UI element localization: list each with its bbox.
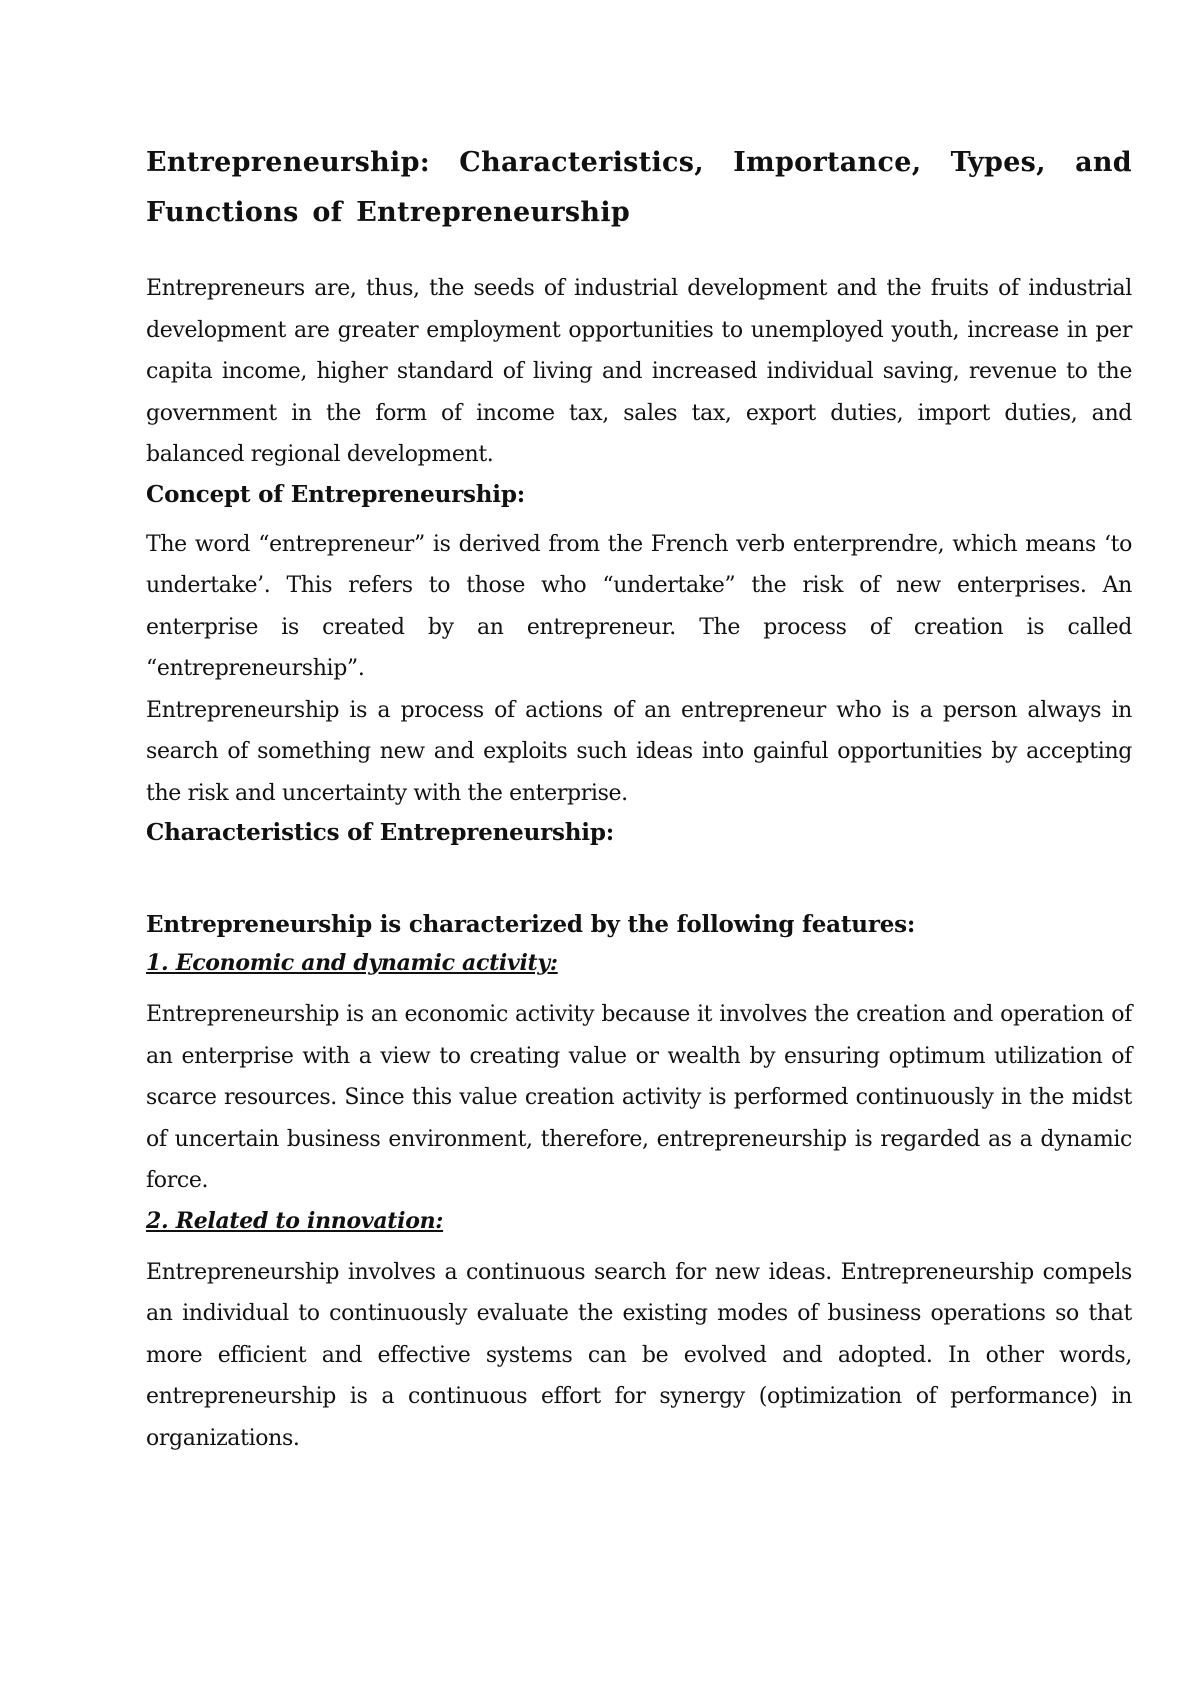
document-title xyxy=(146,138,1132,238)
intro-paragraph: Entrepreneurs are, thus, the seeds of industrial development and the fruits of industrial development are greater employment opportunities to unemployed youth, increase in per capita income, higher standard of living and increased individual saving, revenue to the government in the form of income tax, sales tax, export duties, import duties, and balanced regional development. xyxy=(146,276,1132,467)
feature-1-paragraph: Entrepreneurship is an economic activity because it involves the creation and operation of an enterprise with a view to creating value or wealth by ensuring optimum utilization of scarce resources. Since this value creation activity is performed continuously in the midst of uncertain business environment, therefore, entrepreneurship is regarded as a dynamic force. xyxy=(146,1002,1132,1193)
feature-2-heading: 2. Related to innovation: xyxy=(146,1207,444,1234)
concept-paragraph-1: The word “entrepreneur” is derived from the French verb enterprendre, which means ‘to undertake’. This refers to those who “undertake” the risk of new enterprises. An enterprise is created by an entrepreneur. The process of creation is called “entrepreneurship”. xyxy=(146,531,1132,681)
characteristics-heading: Characteristics of Entrepreneurship: xyxy=(146,819,615,846)
title-line-2: Functions of Entrepreneurship xyxy=(146,197,631,228)
title-line-1: Entrepreneurship: Characteristics, Importance, Types, and xyxy=(146,147,1132,178)
concept-heading: Concept of Entrepreneurship: xyxy=(146,480,525,508)
concept-paragraph-2: Entrepreneurship is a process of actions of an entrepreneur who is a person always in search of something new and exploits such ideas into gainful opportunities by accepting the risk and uncertainty with the enterprise. xyxy=(146,697,1132,806)
document-page xyxy=(146,138,1132,1459)
features-heading: Entrepreneurship is characterized by the following features: xyxy=(146,911,916,938)
feature-2-paragraph: Entrepreneurship involves a continuous search for new ideas. Entrepreneurship compels an individual to continuously evaluate the existing modes of business operations so that more efficient and effective systems can be evolved and adopted. In other words, entrepreneurship is a continuous effort for synergy (optimization of performance) in organizations. xyxy=(146,1259,1132,1451)
feature-1-heading: 1. Economic and dynamic activity: xyxy=(146,950,558,976)
